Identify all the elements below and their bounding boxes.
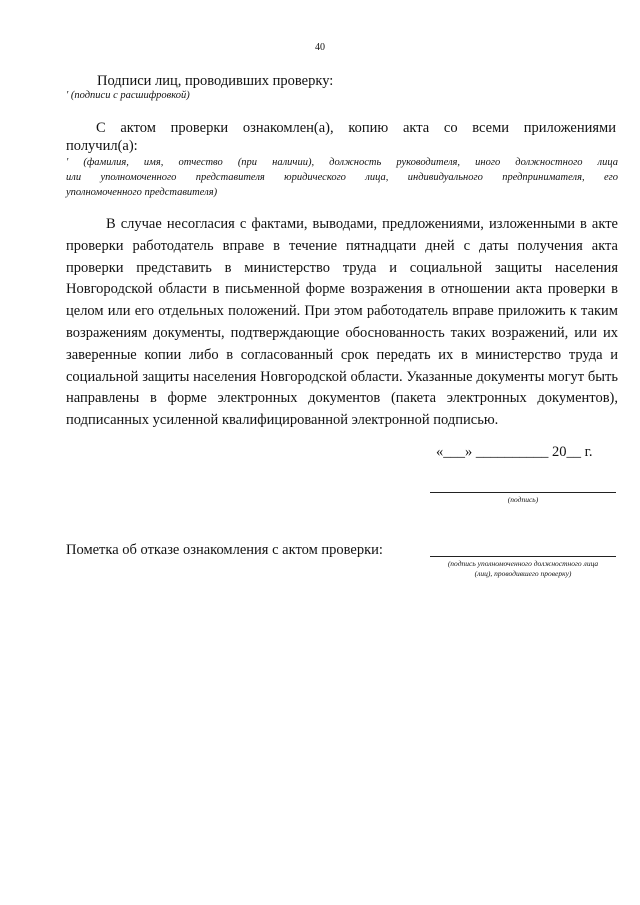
refusal-caption-line-1: (подпись уполномоченного должностного лица — [447, 559, 599, 568]
acknowledgement-line-2: получил(а): — [66, 138, 138, 154]
signature-line — [430, 492, 616, 493]
page-number: 40 — [315, 42, 325, 53]
signatures-title: Подписи лиц, проводивших проверку: — [97, 73, 334, 89]
acknowledgement-note-line-1: ' (фамилия, имя, отчество (при наличии), должность руководителя, иного должностного лица — [66, 157, 618, 168]
refusal-signature-line — [430, 556, 616, 557]
acknowledgement-note-line-2: или уполномоченного представителя юридического лица, индивидуального предпринимателя, его — [66, 172, 618, 183]
refusal-label: Пометка об отказе ознакомления с актом проверки: — [66, 542, 383, 558]
acknowledgement-note-line-3: уполномоченного представителя) — [66, 187, 218, 198]
signatures-note: ' (подписи с расшифровкой) — [66, 90, 190, 101]
signature-caption: (подпись) — [507, 495, 539, 504]
date-field: «___» __________ 20__ г. — [436, 444, 593, 460]
objection-paragraph: В случае несогласия с фактами, выводами, предложениями, изложенными в акте проверки работодатель вправе в течение пятнадцати дней с даты получения акта проверки представить в министерство труда и социальной защиты населения Новгородской области в письменной форме возражения в отношении акта проверки в целом или его отдельных положений. При этом работодатель вправе приложить к таким возражениям документы, подтверждающие обоснованность таких возражений, или их заверенные копии либо в согласованный срок передать их в министерство труда и социальной защиты населения Новгородской области. Указанные документы могут быть направлены в форме электронных документов (пакета электронных документов), подписанных усиленной квалифицированной электронной подписью. — [66, 216, 618, 429]
acknowledgement-line-1: С актом проверки ознакомлен(а), копию акта со всеми приложениями — [96, 120, 616, 136]
refusal-caption-line-2: (лиц), проводившего проверку) — [474, 569, 572, 578]
